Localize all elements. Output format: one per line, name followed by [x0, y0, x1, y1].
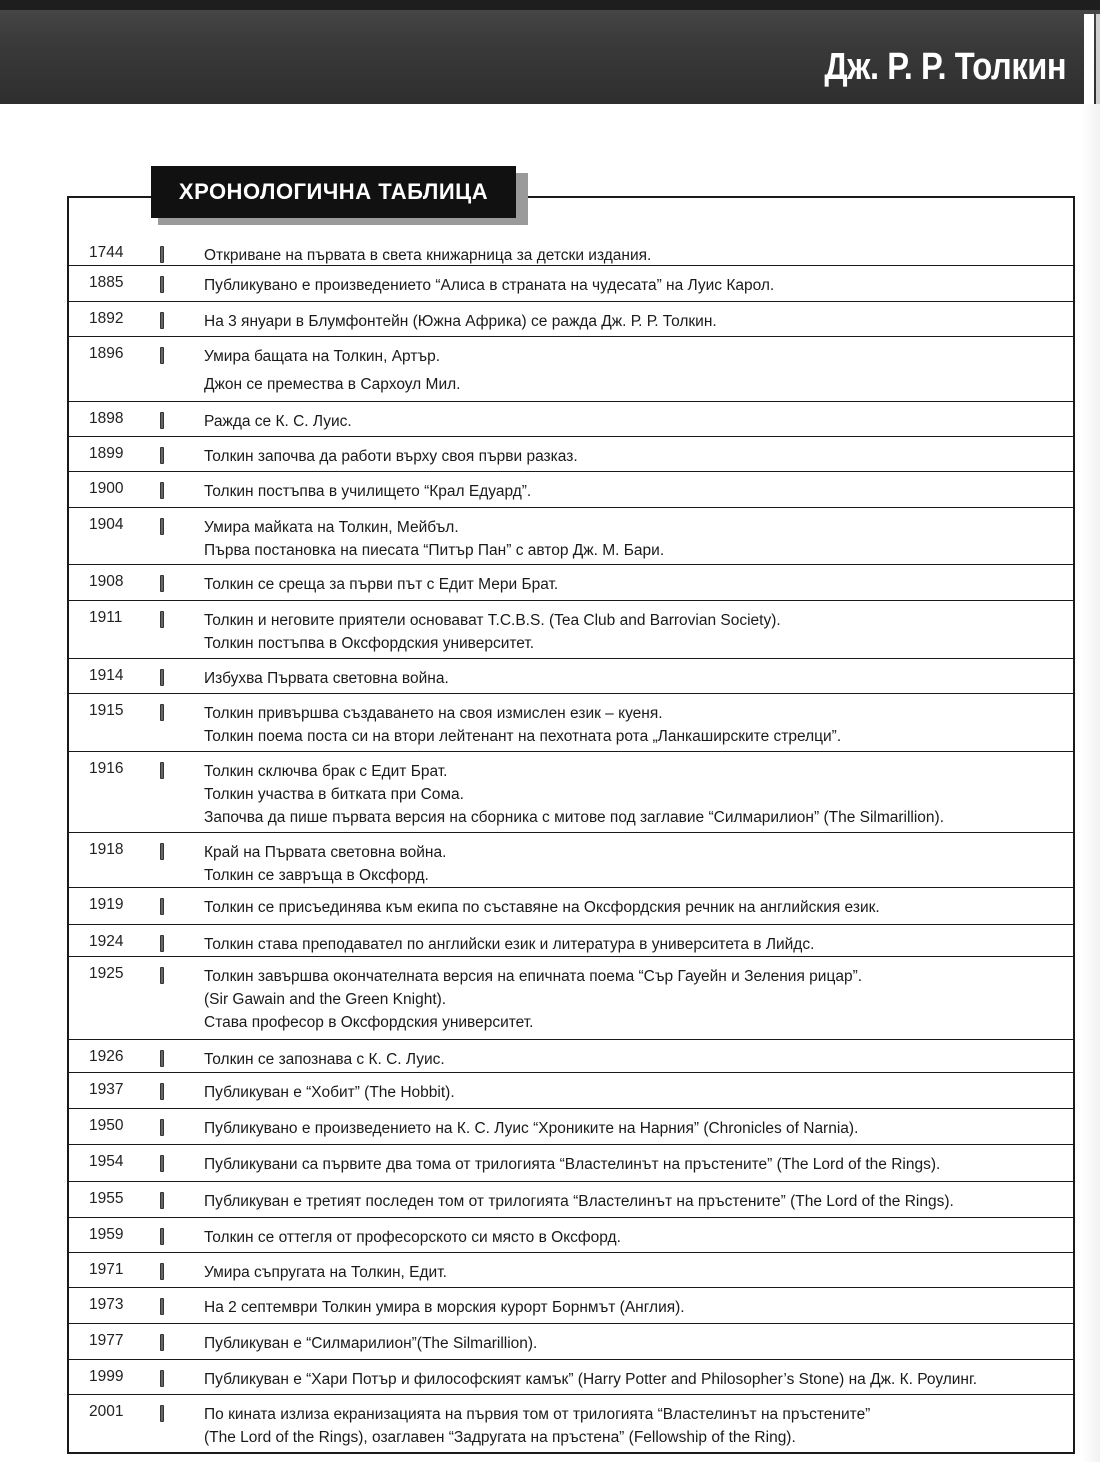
- table-row: [69, 1395, 1075, 1454]
- row-year: 1892: [89, 310, 124, 327]
- table-row: [69, 1073, 1075, 1109]
- row-marker-icon: [160, 898, 164, 915]
- table-row: [69, 1145, 1075, 1182]
- row-year: 1924: [89, 933, 124, 950]
- row-year: 1896: [89, 345, 124, 362]
- row-event-text: [204, 1190, 1055, 1213]
- row-year: 1904: [89, 516, 124, 533]
- row-event-line: (Sir Gawain and the Green Knight).: [204, 991, 447, 1008]
- row-event-text: [204, 667, 1055, 690]
- row-year: 1999: [89, 1368, 124, 1385]
- row-marker-icon: [160, 1228, 164, 1245]
- row-year: 1977: [89, 1332, 124, 1349]
- row-event-line: Публикувано е произведението “Алиса в страната на чудесата” на Луис Карол.: [204, 277, 775, 294]
- table-row: [69, 1040, 1075, 1073]
- row-marker-icon: [160, 762, 164, 779]
- row-event-text: [204, 1117, 1055, 1140]
- row-event-line: Толкин поема поста си на втори лейтенант на пехотната рота „Ланкаширските стрелци”.: [204, 728, 842, 745]
- row-event-line: Започва да пише първата версия на сборника с митове под заглавие “Силмарилион” (The Silmarillion).: [204, 809, 945, 826]
- table-row: [69, 833, 1075, 888]
- row-marker-icon: [160, 575, 164, 592]
- row-year: 1899: [89, 445, 124, 462]
- row-marker-icon: [160, 1298, 164, 1315]
- table-row: [69, 1182, 1075, 1218]
- table-row: [69, 1218, 1075, 1253]
- row-marker-icon: [160, 518, 164, 535]
- table-row: [69, 472, 1075, 508]
- row-event-line: Толкин постъпва в училището “Крал Едуард”.: [204, 483, 532, 500]
- row-marker-icon: [160, 1050, 164, 1067]
- row-event-line: Умира бащата на Толкин, Артър.: [204, 348, 441, 365]
- row-year: 1959: [89, 1226, 124, 1243]
- table-row: [69, 601, 1075, 659]
- row-marker-icon: [160, 347, 164, 364]
- row-marker-icon: [160, 276, 164, 293]
- row-event-text: [204, 609, 1055, 655]
- row-year: 1915: [89, 702, 124, 719]
- row-event-line: Толкин започва да работи върху своя първи разказ.: [204, 448, 578, 465]
- row-year: 1918: [89, 841, 124, 858]
- row-event-text: [204, 1081, 1055, 1104]
- header-tab-strip: [1084, 14, 1094, 104]
- page-title: Дж. Р. Р. Толкин: [824, 46, 1066, 88]
- row-year: 1971: [89, 1261, 124, 1278]
- section-label: ХРОНОЛОГИЧНА ТАБЛИЦА: [151, 166, 516, 218]
- row-marker-icon: [160, 935, 164, 952]
- row-marker-icon: [160, 1263, 164, 1280]
- row-event-line: Толкин става преподавател по английски език и литература в университета в Лийдс.: [204, 936, 815, 953]
- row-event-text: [204, 1332, 1055, 1355]
- row-marker-icon: [160, 704, 164, 721]
- row-year: 1950: [89, 1117, 124, 1134]
- row-event-line: Толкин се завръща в Оксфорд.: [204, 867, 429, 884]
- row-event-text: [204, 274, 1055, 297]
- row-marker-icon: [160, 1119, 164, 1136]
- row-event-line: Толкин се среща за първи път с Едит Мери Брат.: [204, 576, 559, 593]
- row-year: 1954: [89, 1153, 124, 1170]
- row-event-line: Толкин завършва окончателната версия на епичната поема “Сър Гауейн и Зеления рицар”.: [204, 968, 863, 985]
- row-event-text: [204, 1226, 1055, 1249]
- row-event-line: Толкин участва в битката при Сома.: [204, 786, 464, 803]
- table-row: [69, 266, 1075, 302]
- row-event-line: (The Lord of the Rings), озаглавен “Задругата на пръстена” (Fellowship of the Ring).: [204, 1429, 796, 1446]
- row-marker-icon: [160, 1334, 164, 1351]
- row-event-line: Толкин се присъединява към екипа по съставяне на Оксфордския речник на английския език.: [204, 899, 880, 916]
- row-year: 1925: [89, 965, 124, 982]
- row-marker-icon: [160, 412, 164, 429]
- row-event-line: Публикуван е третият последен том от трилогията “Властелинът на пръстените” (The Lord of the Rings).: [204, 1193, 954, 1210]
- row-event-line: Откриване на първата в света книжарница за детски издания.: [204, 247, 652, 264]
- table-row: [69, 1360, 1075, 1395]
- row-year: 1885: [89, 274, 124, 291]
- row-event-text: [204, 760, 1055, 829]
- row-year: 1926: [89, 1048, 124, 1065]
- row-marker-icon: [160, 843, 164, 860]
- row-year: 1916: [89, 760, 124, 777]
- row-marker-icon: [160, 246, 164, 263]
- table-row: [69, 957, 1075, 1040]
- row-event-line: Край на Първата световна война.: [204, 844, 447, 861]
- row-event-text: [204, 1048, 1055, 1071]
- row-marker-icon: [160, 482, 164, 499]
- row-event-line: На 3 януари в Блумфонтейн (Южна Африка) се ражда Дж. Р. Р. Толкин.: [204, 313, 717, 330]
- row-event-line: На 2 септември Толкин умира в морския курорт Борнмът (Англия).: [204, 1299, 685, 1316]
- row-event-line: Ражда се К. С. Луис.: [204, 413, 352, 430]
- table-row: [69, 1288, 1075, 1324]
- table-row: [69, 752, 1075, 833]
- table-row: [69, 659, 1075, 694]
- row-marker-icon: [160, 1192, 164, 1209]
- table-row: [69, 236, 1075, 266]
- row-year: 1908: [89, 573, 124, 590]
- row-event-line: Толкин сключва брак с Едит Брат.: [204, 763, 448, 780]
- table-row: [69, 1324, 1075, 1360]
- row-marker-icon: [160, 1405, 164, 1422]
- row-year: 1919: [89, 896, 124, 913]
- row-event-text: [204, 1368, 1055, 1391]
- row-event-text: [204, 480, 1055, 503]
- page-right-edge: [1082, 104, 1100, 1462]
- row-event-text: [204, 1261, 1055, 1284]
- row-marker-icon: [160, 669, 164, 686]
- row-year: 2001: [89, 1403, 124, 1420]
- row-event-line: Публикувани са първите два тома от трилогията “Властелинът на пръстените” (The Lord of the Rings).: [204, 1156, 941, 1173]
- row-event-line: Публикуван е “Хари Потър и философският камък” (Harry Potter and Philosopher’s Stone) на Дж. К. Роулинг.: [204, 1371, 978, 1388]
- row-event-text: [204, 244, 1055, 267]
- row-event-text: [204, 702, 1055, 748]
- header-top-edge: [0, 0, 1100, 10]
- row-year: 1900: [89, 480, 124, 497]
- row-event-line: Толкин привършва създаването на своя измислен език – куеня.: [204, 705, 663, 722]
- row-year: 1911: [89, 609, 123, 626]
- table-row: [69, 337, 1075, 402]
- table-row: [69, 1109, 1075, 1145]
- table-row: [69, 1253, 1075, 1288]
- row-event-line: Джон се премества в Сархоул Мил.: [204, 376, 461, 393]
- row-event-text: [204, 410, 1055, 433]
- row-year: 1937: [89, 1081, 124, 1098]
- header-tab-edge: [1096, 14, 1100, 104]
- row-event-line: Толкин постъпва в Оксфордския университет.: [204, 635, 535, 652]
- row-event-text: [204, 445, 1055, 468]
- row-event-line: Толкин и неговите приятели основават T.C.B.S. (Tea Club and Barrovian Society).: [204, 612, 781, 629]
- row-event-line: Избухва Първата световна война.: [204, 670, 449, 687]
- row-year: 1973: [89, 1296, 124, 1313]
- row-marker-icon: [160, 1370, 164, 1387]
- row-year: 1914: [89, 667, 124, 684]
- table-row: [69, 437, 1075, 472]
- row-event-text: [204, 933, 1055, 956]
- row-event-text: [204, 516, 1055, 562]
- row-event-text: [204, 1153, 1055, 1176]
- table-row: [69, 888, 1075, 925]
- row-event-text: [204, 1403, 1055, 1449]
- row-marker-icon: [160, 1155, 164, 1172]
- table-row: [69, 402, 1075, 437]
- row-marker-icon: [160, 967, 164, 984]
- row-event-text: [204, 965, 1055, 1034]
- row-event-line: Толкин се запознава с К. С. Луис.: [204, 1051, 445, 1068]
- row-event-line: Публикувано е произведението на К. С. Луис “Хрониките на Нарния” (Chronicles of Narnia).: [204, 1120, 859, 1137]
- table-row: [69, 508, 1075, 565]
- row-year: 1744: [89, 244, 124, 261]
- row-event-line: Става професор в Оксфордския университет.: [204, 1014, 534, 1031]
- row-year: 1898: [89, 410, 124, 427]
- table-row: [69, 302, 1075, 337]
- row-event-text: [204, 1296, 1055, 1319]
- row-year: 1955: [89, 1190, 124, 1207]
- table-row: [69, 694, 1075, 752]
- row-event-text: [204, 841, 1055, 887]
- table-row: [69, 925, 1075, 957]
- row-marker-icon: [160, 447, 164, 464]
- row-event-text: [204, 345, 1055, 401]
- row-event-line: Умира съпругата на Толкин, Едит.: [204, 1264, 447, 1281]
- row-event-line: Толкин се оттегля от професорското си място в Оксфорд.: [204, 1229, 621, 1246]
- row-event-line: Умира майката на Толкин, Мейбъл.: [204, 519, 459, 536]
- row-event-line: Първа постановка на пиесата “Питър Пан” с автор Дж. М. Бари.: [204, 542, 665, 559]
- row-event-text: [204, 896, 1055, 919]
- row-marker-icon: [160, 312, 164, 329]
- row-event-line: Публикуван е “Силмарилион”(The Silmarillion).: [204, 1335, 538, 1352]
- row-marker-icon: [160, 611, 164, 628]
- row-event-line: По кината излиза екранизацията на първия том от трилогията “Властелинът на пръстените”: [204, 1406, 871, 1423]
- row-marker-icon: [160, 1083, 164, 1100]
- table-row: [69, 565, 1075, 601]
- row-event-text: [204, 310, 1055, 333]
- row-event-text: [204, 573, 1055, 596]
- row-event-line: Публикуван е “Хобит” (The Hobbit).: [204, 1084, 455, 1101]
